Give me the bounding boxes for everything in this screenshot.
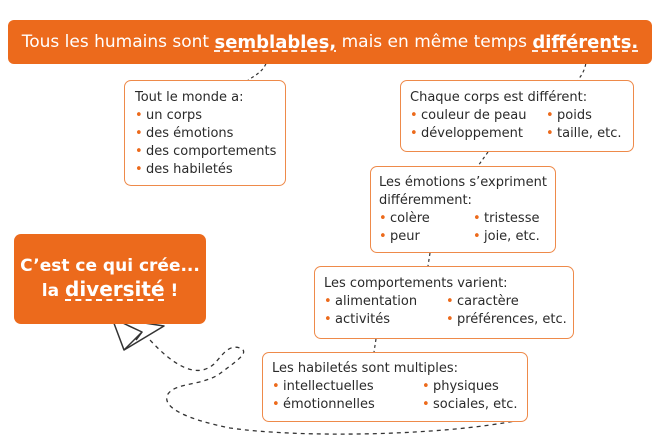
emotions-title-line1: Les émotions s’expriment <box>379 175 547 190</box>
header-word-semblables: semblables, <box>214 31 337 53</box>
list-item: • tristesse <box>473 210 540 228</box>
list-item: • un corps <box>135 107 275 125</box>
connector-body-to-emotions <box>478 152 488 166</box>
list-item: • couleur de peau <box>410 107 546 125</box>
list-item: • des habiletés <box>135 161 275 179</box>
list-item: • colère <box>379 210 473 228</box>
everyone-title: Tout le monde a: <box>135 90 244 105</box>
body-title: Chaque corps est différent: <box>410 90 588 105</box>
list-item: • émotionnelles <box>272 396 422 414</box>
list-item: • taille, etc. <box>546 125 622 143</box>
list-item: • peur <box>379 228 473 246</box>
callout-suffix: ! <box>170 281 179 301</box>
everyone-box <box>124 80 286 186</box>
header-prefix: Tous les humains sont <box>21 32 210 52</box>
list-item: • des comportements <box>135 143 275 161</box>
callout-line1: C’est ce qui crée... <box>20 256 200 276</box>
list-item: • activités <box>324 311 446 329</box>
connector-emotions-to-behaviors <box>428 253 430 266</box>
list-item: • des émotions <box>135 125 275 143</box>
emotions-title-line2: différemment: <box>379 193 472 208</box>
behaviors-title: Les comportements varient: <box>324 276 508 291</box>
list-item: • alimentation <box>324 293 446 311</box>
callout-line2 <box>42 278 178 303</box>
callout-word-diversite: diversité <box>65 277 165 301</box>
list-item: • préférences, etc. <box>446 311 567 329</box>
behaviors-box <box>314 266 574 339</box>
list-item: • sociales, etc. <box>422 396 517 414</box>
list-item: • intellectuelles <box>272 378 422 396</box>
list-item: • poids <box>546 107 622 125</box>
skills-title: Les habiletés sont multiples: <box>272 361 459 376</box>
emotions-box <box>370 166 556 253</box>
diversity-callout <box>14 234 206 324</box>
header-banner <box>8 20 652 64</box>
list-item: • développement <box>410 125 546 143</box>
body-box <box>400 80 634 152</box>
header-word-differents: différents. <box>532 31 639 53</box>
list-item: • physiques <box>422 378 517 396</box>
skills-box <box>262 352 528 422</box>
list-item: • caractère <box>446 293 567 311</box>
callout-prefix: la <box>41 281 60 301</box>
connector-behaviors-to-skills <box>374 339 376 352</box>
list-item: • joie, etc. <box>473 228 540 246</box>
header-middle: mais en même temps <box>341 32 527 52</box>
